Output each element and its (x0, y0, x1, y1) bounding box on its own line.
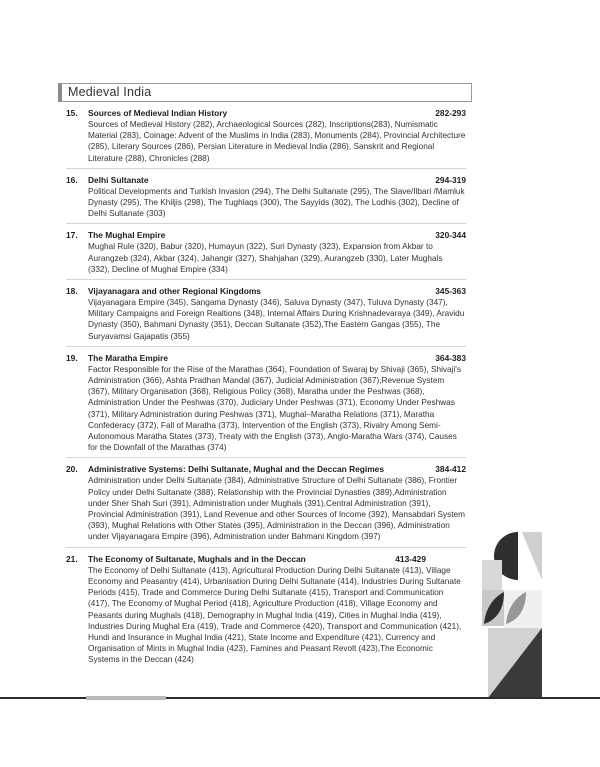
entry-pages: 320-344 (435, 230, 466, 241)
toc-entry (66, 286, 466, 347)
section-title: Medieval India (58, 83, 472, 102)
entry-description: Sources of Medieval History (282), Archaeological Sources (282), Inscriptions(283), Numismatic Material (283), Coinage: Advent of the Muslims in India (283), Monuments (284), Provincial Architecture (285), Literary Sources (286), Persian Literature in Medieval India (286), Sanskrit and Regional Literature (288), Chronicles (288) (88, 120, 466, 163)
toc-entry (66, 353, 466, 459)
entry-number: 18. (66, 286, 78, 297)
entry-pages: 345-363 (435, 286, 466, 297)
decorative-shapes (482, 532, 542, 698)
entry-number: 21. (66, 553, 78, 564)
entry-pages: 384-412 (435, 464, 466, 475)
toc-entry (66, 553, 462, 666)
entry-title[interactable]: Delhi Sultanate (88, 174, 149, 185)
entry-pages: 294-319 (435, 174, 466, 185)
entry-number: 15. (66, 108, 78, 118)
entry-pages: 413-429 (395, 553, 426, 564)
entry-description: Vijayanagara Empire (345), Sangama Dynasty (346), Saluva Dynasty (347), Tuluva Dynasty (347), Military Campaigns and Foreign Realtions (348), Internal Affairs During Krishnadevaraya (349), Aravidu Dynasty (350), Bahmani Dynasty (351), Deccan Sultanate (352),The Eastern Gangas (355), The Suryavamsi Gajapatis (355) (88, 298, 465, 341)
entry-title[interactable]: The Maratha Empire (88, 352, 169, 363)
entry-title[interactable]: The Mughal Empire (88, 230, 166, 241)
entry-title[interactable]: The Economy of Sultanate, Mughals and in the Deccan (88, 553, 306, 564)
table-of-contents (66, 108, 466, 672)
entry-title[interactable]: Sources of Medieval Indian History (88, 108, 228, 118)
toc-entry (66, 175, 466, 225)
entry-pages: 282-293 (435, 108, 466, 118)
entry-title[interactable]: Administrative Systems: Delhi Sultanate, Mughal and the Deccan Regimes (88, 464, 384, 475)
entry-number: 17. (66, 230, 78, 241)
entry-title[interactable]: Vijayanagara and other Regional Kingdoms (88, 286, 261, 297)
toc-entry (66, 464, 466, 547)
entry-description: Administration under Delhi Sultanate (384), Administrative Structure of Delhi Sultanate (386), Frontier Policy under Delhi Sultanate (388), Relationship with the Provincial Dynasties (389),Administration under Sher Shah Suri (391), Administration under Mughals (391),Central Administration (391), Provincial Administration (391), Land Revenue and other Sources of Income (392), Mansabdari System (393), Mughal Relations with Other States (395), Administration in the Deccan (396), Administration under Vijayanagara Empire (396), Administration under Bahmani Kingdom (397) (88, 476, 465, 542)
entry-number: 19. (66, 352, 78, 363)
entry-pages: 364-383 (435, 352, 466, 363)
entry-description: Mughal Rule (320), Babur (320), Humayun (322), Suri Dynasty (323), Expansion from Akbar to Aurangzeb (324), Akbar (324), Jahangir (327), Shahjahan (329), Aurangzeb (330), Later Mughals (332), Decline of Mughal Empire (334) (88, 242, 443, 274)
toc-entry (66, 108, 466, 169)
entry-description: The Economy of Delhi Sultanate (413), Agricultural Production During Delhi Sultanate (413), Village Economy and Peasantry (414), Urbanisation During Delhi Sultanate (414), Industries During Sultanate Periods (415), Trade and Commerce During Delhi Sultanate (415), Transport and Communication (417), The Economy of Mughal Period (418), Agriculture Production (418), Village Economy and Peasants during Mughals (418), Demography in Mughal India (419), Cities in Mughal India (419), Industries During Mughal Era (419), Trade and Commerce (420), Transport and Communication (421), Hundi and Insurance in Mughal India (421), State Income and Expenditure (421), Currency and Organisation of Mints in Mughal India (423), Famines and Peasant Revolt (423),The Economic Systems in the Deccan (424) (88, 565, 462, 665)
footer-tab (86, 696, 166, 700)
entry-number: 20. (66, 464, 78, 475)
toc-entry (66, 230, 466, 280)
entry-number: 16. (66, 174, 78, 185)
entry-description: Political Developments and Turkish Invasion (294), The Delhi Sultanate (295), The Slave/Ilbari /Mamluk Dynasty (295), The Khiljis (298), The Tughlaqs (300), The Sayyids (302), The Lodhis (302), Decline of Delhi Sultanate (303) (88, 186, 465, 219)
entry-description: Factor Responsible for the Rise of the Marathas (364), Foundation of Swaraj by Shivaji (365), Shivaji's Administration (366), Ashta Pradhan Mandal (367), Judicial Administration (367),Revenue System (367), Military Organisation (368), Religious Policy (368), Maratha under the Peshwas (368), Administration Under the Peshwas (370), Judiciary Under Peshwas (371), Economy Under Peshwas (371), Military Administration during Peshwas (371), Mughal–Maratha Relations (371), Maratha Confederacy (372), Fall of Maratha (373), Intervention of the English (373), Rivalry Among Semi-Autonomous Maratha States (373), Treaty with the English (373), Anglo-Maratha Wars (374), Causes for the Downfall of the Marathas (374) (88, 364, 462, 453)
